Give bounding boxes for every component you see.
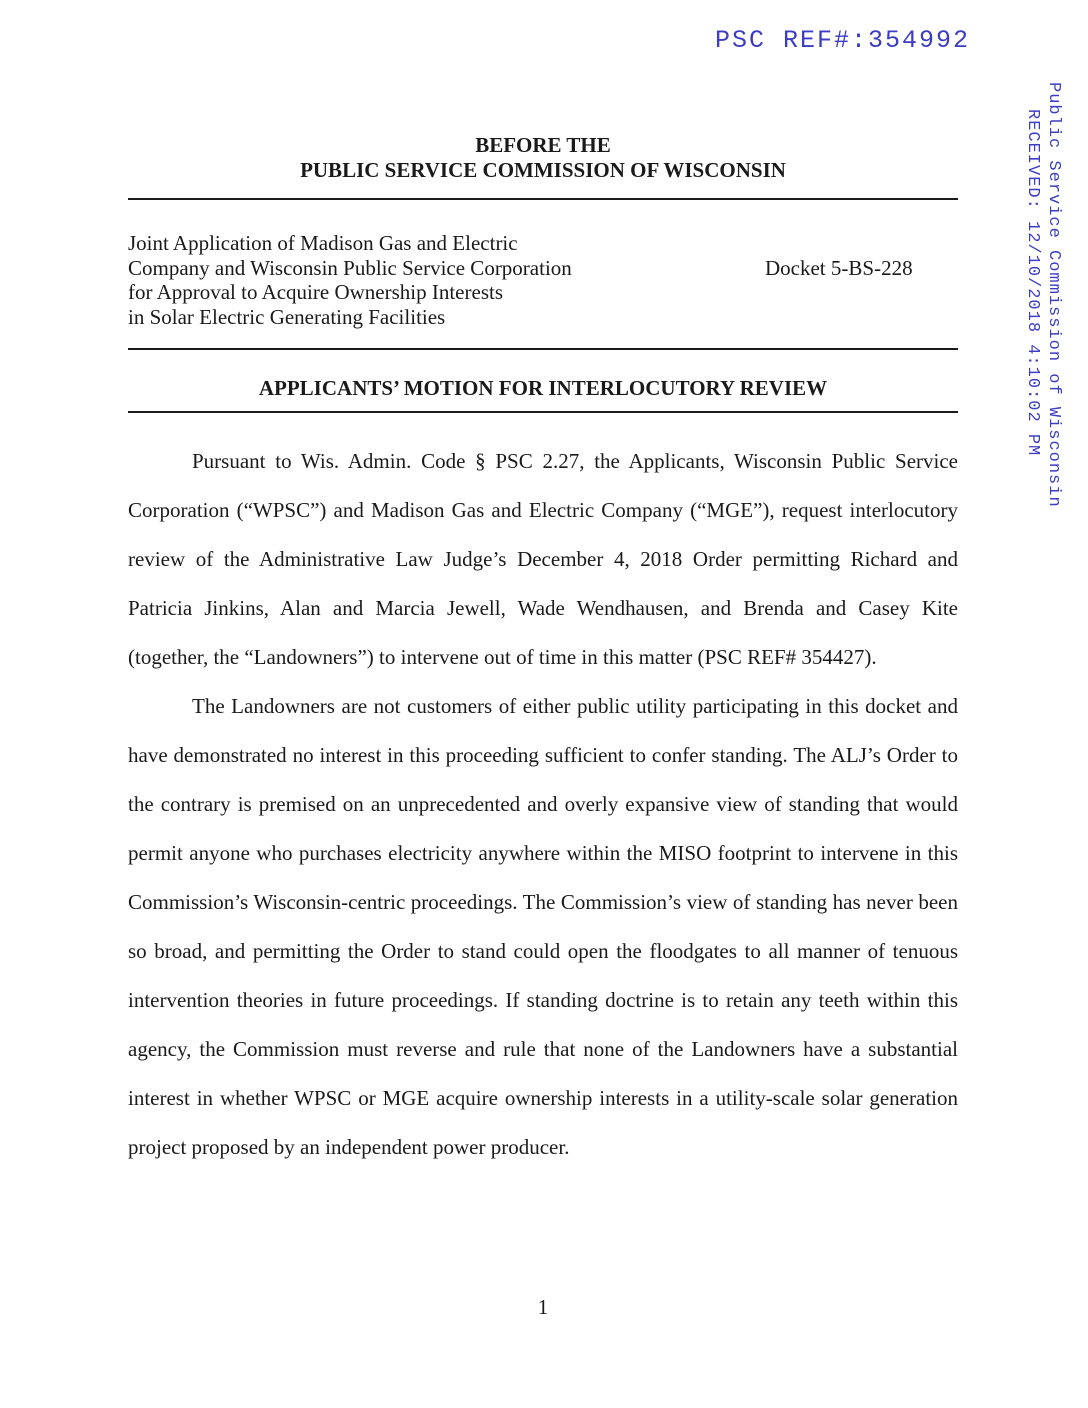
document-content: [128, 0, 958, 1172]
document-body: [128, 437, 958, 1172]
court-header-line1: BEFORE THE: [475, 133, 611, 157]
commission-name-vertical: Public Service Commission of Wisconsin: [1044, 82, 1063, 508]
caption-line: for Approval to Acquire Ownership Interests: [128, 280, 503, 305]
received-stamp: [1022, 82, 1064, 508]
received-timestamp-vertical: RECEIVED: 12/10/2018 4:10:02 PM: [1023, 109, 1042, 457]
docket-number: Docket 5-BS-228: [765, 255, 913, 280]
caption-line: in Solar Electric Generating Facilities: [128, 305, 446, 330]
body-paragraph-2: The Landowners are not customers of either public utility participating in this docket and have demonstrated no interest in this proceeding sufficient to confer standing. The ALJ’s Order to the contrary is premised on an unprecedented and overly expansive view of standing that would permit anyone who purchases electricity anywhere within the MISO footprint to intervene in this Commission’s Wisconsin-centric proceedings. The Commission’s view of standing has never been so broad, and permitting the Order to stand could open the floodgates to all manner of tenuous intervention theories in future proceedings. If standing doctrine is to retain any teeth within this agency, the Commission must reverse and rule that none of the Landowners have a substantial interest in whether WPSC or MGE acquire ownership interests in a utility-scale solar generation project proposed by an independent power producer.: [128, 694, 958, 1160]
document-title: APPLICANTS’ MOTION FOR INTERLOCUTORY REVIEW: [258, 375, 828, 400]
divider-line: [128, 198, 958, 200]
body-paragraph-1: Pursuant to Wis. Admin. Code § PSC 2.27, the Applicants, Wisconsin Public Service Corporation (“WPSC”) and Madison Gas and Electric Company (“MGE”), request interlocutory review of the Administrative Law Judge’s December 4, 2018 Order permitting Richard and Patricia Jinkins, Alan and Marcia Jewell, Wade Wendhausen, and Brenda and Casey Kite (together, the “Landowners”) to intervene out of time in this matter (PSC REF# 354427).: [128, 449, 958, 670]
divider-line: [128, 348, 958, 350]
caption-line: Joint Application of Madison Gas and Electric: [128, 231, 518, 255]
caption-line: Company and Wisconsin Public Service Corporation: [128, 255, 572, 280]
court-header-line2: PUBLIC SERVICE COMMISSION OF WISCONSIN: [300, 157, 786, 182]
divider-line: [128, 411, 958, 413]
psc-ref-stamp: PSC REF#:354992: [714, 26, 970, 55]
page-number: 1: [537, 1295, 549, 1319]
case-caption: [128, 231, 958, 330]
court-header: [128, 133, 958, 182]
